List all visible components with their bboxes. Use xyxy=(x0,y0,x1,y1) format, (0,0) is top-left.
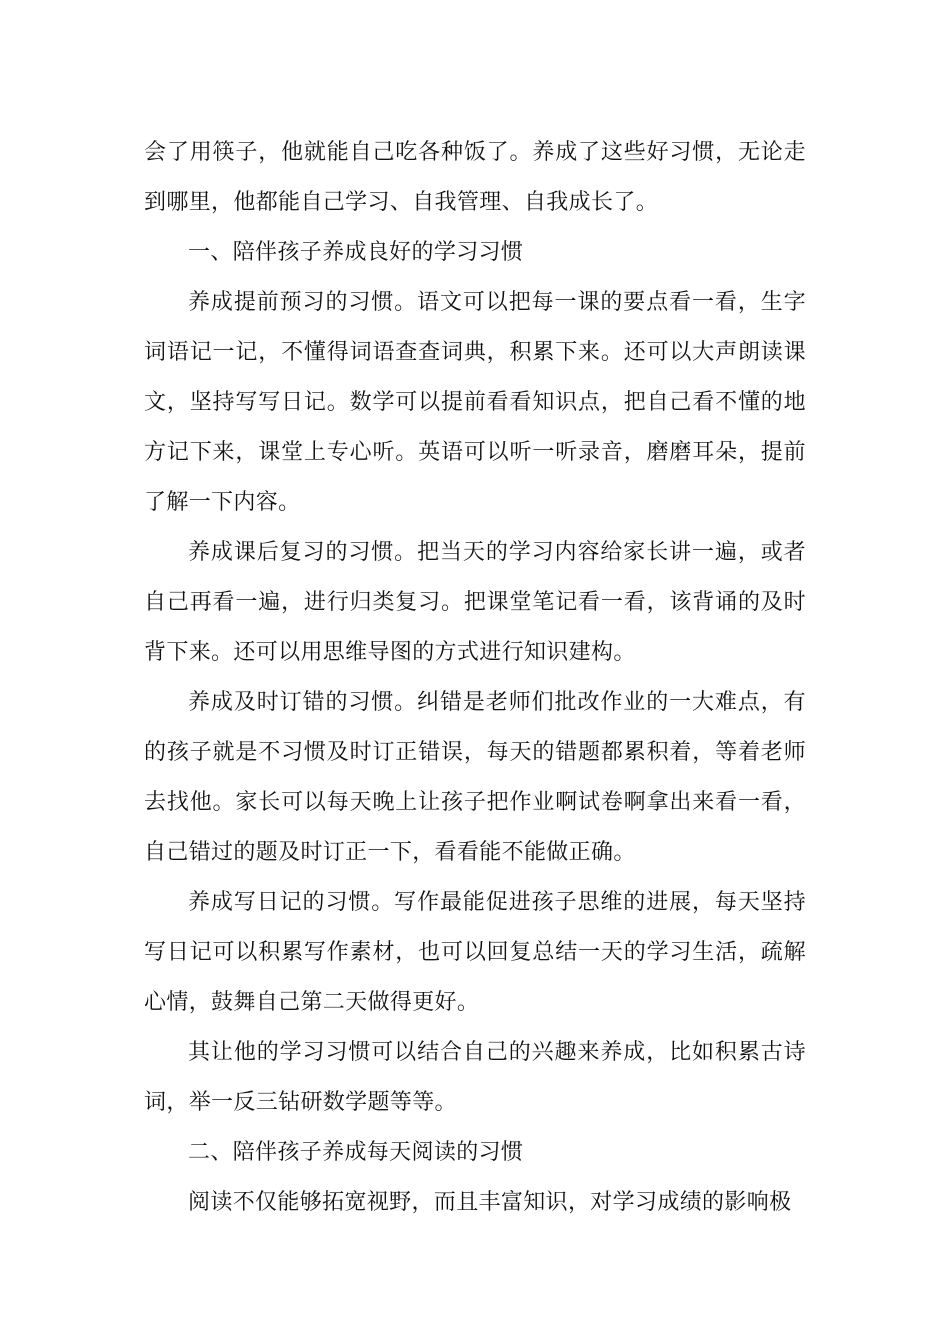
body-paragraph: 养成课后复习的习惯。把当天的学习内容给家长讲一遍，或者自己再看一遍，进行归类复习。把课堂笔记看一看，该背诵的及时背下来。还可以用思维导图的方式进行知识建构。 xyxy=(144,540,806,665)
body-paragraph: 其让他的学习习惯可以结合自己的兴趣来养成，比如积累古诗词，举一反三钻研数学题等等。 xyxy=(144,1040,806,1115)
body-paragraph: 养成写日记的习惯。写作最能促进孩子思维的进展，每天坚持写日记可以积累写作素材，也可以回复总结一天的学习生活，疏解心情，鼓舞自己第二天做得更好。 xyxy=(144,890,806,1015)
body-paragraph: 会了用筷子，他就能自己吃各种饭了。养成了这些好习惯，无论走到哪里，他都能自己学习、自我管理、自我成长了。 xyxy=(144,140,806,215)
section-heading: 二、陪伴孩子养成每天阅读的习惯 xyxy=(188,1140,524,1165)
document-page xyxy=(144,128,806,1228)
body-paragraph: 养成提前预习的习惯。语文可以把每一课的要点看一看，生字词语记一记，不懂得词语查查词典，积累下来。还可以大声朗读课文，坚持写写日记。数学可以提前看看知识点，把自己看不懂的地方记下来，课堂上专心听。英语可以听一听录音，磨磨耳朵，提前了解一下内容。 xyxy=(144,290,806,515)
body-paragraph: 阅读不仅能够拓宽视野，而且丰富知识，对学习成绩的影响极 xyxy=(188,1190,792,1215)
body-paragraph: 养成及时订错的习惯。纠错是老师们批改作业的一大难点，有的孩子就是不习惯及时订正错误，每天的错题都累积着，等着老师去找他。家长可以每天晚上让孩子把作业啊试卷啊拿出来看一看，自己错过的题及时订正一下，看看能不能做正确。 xyxy=(144,690,806,865)
section-heading: 一、陪伴孩子养成良好的学习习惯 xyxy=(188,240,524,265)
